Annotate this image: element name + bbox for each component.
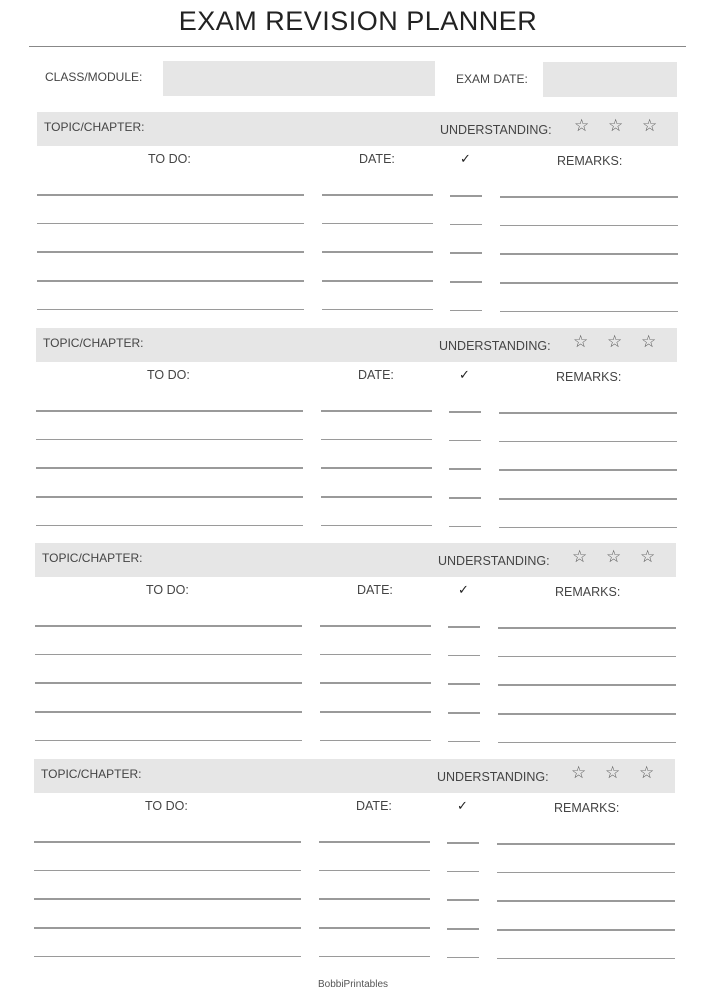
remarks-line[interactable]: [497, 929, 675, 931]
check-line[interactable]: [449, 440, 481, 442]
check-line[interactable]: [447, 928, 479, 930]
remarks-column-header: REMARKS:: [555, 585, 621, 599]
date-line[interactable]: [319, 898, 430, 900]
todo-column-header: TO DO:: [146, 583, 189, 597]
checkmark-icon: ✓: [457, 799, 468, 814]
star-rating-icon[interactable]: ☆: [642, 116, 658, 136]
remarks-line[interactable]: [500, 225, 678, 227]
check-line[interactable]: [450, 252, 482, 254]
todo-line[interactable]: [37, 223, 304, 225]
date-line[interactable]: [321, 410, 432, 412]
remarks-line[interactable]: [500, 253, 678, 255]
topic-header: [34, 759, 675, 793]
star-rating-icon[interactable]: ☆: [571, 763, 587, 783]
todo-line[interactable]: [36, 496, 303, 498]
date-line[interactable]: [320, 625, 431, 627]
check-line[interactable]: [449, 468, 481, 470]
todo-column-header: TO DO:: [148, 152, 191, 166]
date-column-header: DATE:: [357, 583, 393, 597]
todo-line[interactable]: [34, 898, 301, 900]
todo-line[interactable]: [36, 410, 303, 412]
class-module-label: CLASS/MODULE:: [45, 70, 143, 84]
check-line[interactable]: [450, 281, 482, 283]
date-line[interactable]: [319, 870, 430, 872]
remarks-line[interactable]: [497, 843, 675, 845]
todo-line[interactable]: [34, 870, 301, 872]
remarks-line[interactable]: [500, 196, 678, 198]
check-line[interactable]: [448, 626, 480, 628]
remarks-line[interactable]: [500, 282, 678, 284]
check-line[interactable]: [450, 224, 482, 226]
topic-header: [37, 112, 678, 146]
date-line[interactable]: [319, 841, 430, 843]
title-divider: [29, 46, 686, 47]
todo-line[interactable]: [36, 467, 303, 469]
date-line[interactable]: [321, 467, 432, 469]
date-line[interactable]: [321, 439, 432, 441]
remarks-line[interactable]: [499, 498, 677, 500]
date-column-header: DATE:: [358, 368, 394, 382]
check-line[interactable]: [448, 712, 480, 714]
date-line[interactable]: [322, 194, 433, 196]
date-column-header: DATE:: [359, 152, 395, 166]
todo-line[interactable]: [35, 682, 302, 684]
star-rating-icon[interactable]: ☆: [574, 116, 590, 136]
star-rating-icon[interactable]: ☆: [573, 332, 589, 352]
check-line[interactable]: [447, 957, 479, 959]
remarks-line[interactable]: [499, 469, 677, 471]
exam-date-field[interactable]: [543, 62, 677, 97]
class-module-field[interactable]: [163, 61, 435, 96]
remarks-line[interactable]: [499, 527, 677, 529]
exam-date-label: EXAM DATE:: [456, 72, 528, 86]
todo-line[interactable]: [37, 194, 304, 196]
remarks-column-header: REMARKS:: [557, 154, 623, 168]
remarks-column-header: REMARKS:: [554, 801, 620, 815]
date-line[interactable]: [320, 740, 431, 742]
remarks-line[interactable]: [498, 656, 676, 658]
date-line[interactable]: [320, 654, 431, 656]
remarks-line[interactable]: [498, 684, 676, 686]
understanding-label: UNDERSTANDING:: [440, 123, 552, 137]
topic-chapter-label: TOPIC/CHAPTER:: [43, 336, 144, 350]
todo-line[interactable]: [35, 711, 302, 713]
date-line[interactable]: [321, 525, 432, 527]
star-rating-icon[interactable]: ☆: [607, 332, 623, 352]
check-line[interactable]: [449, 411, 481, 413]
date-line[interactable]: [322, 251, 433, 253]
topic-header: [35, 543, 676, 577]
checkmark-icon: ✓: [459, 368, 470, 383]
page-title: EXAM REVISION PLANNER: [178, 6, 538, 36]
remarks-line[interactable]: [498, 713, 676, 715]
check-line[interactable]: [448, 741, 480, 743]
check-line[interactable]: [450, 310, 482, 312]
remarks-line[interactable]: [498, 742, 676, 744]
footer-brand: BobbiPrintables: [317, 979, 389, 990]
understanding-label: UNDERSTANDING:: [439, 339, 551, 353]
remarks-line[interactable]: [499, 412, 677, 414]
date-line[interactable]: [319, 927, 430, 929]
todo-line[interactable]: [34, 927, 301, 929]
remarks-line[interactable]: [500, 311, 678, 313]
todo-line[interactable]: [35, 625, 302, 627]
todo-line[interactable]: [37, 309, 304, 311]
check-line[interactable]: [448, 655, 480, 657]
date-line[interactable]: [322, 223, 433, 225]
topic-chapter-label: TOPIC/CHAPTER:: [41, 767, 142, 781]
topic-chapter-label: TOPIC/CHAPTER:: [42, 551, 143, 565]
todo-line[interactable]: [35, 740, 302, 742]
check-line[interactable]: [447, 899, 479, 901]
todo-column-header: TO DO:: [145, 799, 188, 813]
date-line[interactable]: [320, 711, 431, 713]
date-line[interactable]: [322, 280, 433, 282]
understanding-label: UNDERSTANDING:: [438, 554, 550, 568]
todo-line[interactable]: [36, 439, 303, 441]
star-rating-icon[interactable]: ☆: [605, 763, 621, 783]
star-rating-icon[interactable]: ☆: [640, 547, 656, 567]
date-line[interactable]: [320, 682, 431, 684]
star-rating-icon[interactable]: ☆: [608, 116, 624, 136]
revision-section-4: [34, 759, 675, 964]
remarks-line[interactable]: [498, 627, 676, 629]
check-line[interactable]: [450, 195, 482, 197]
remarks-line[interactable]: [497, 872, 675, 874]
checkmark-icon: ✓: [458, 583, 469, 598]
checkmark-icon: ✓: [460, 152, 471, 167]
star-rating-icon[interactable]: ☆: [606, 547, 622, 567]
understanding-label: UNDERSTANDING:: [437, 770, 549, 784]
revision-section-2: [36, 328, 677, 533]
check-line[interactable]: [449, 497, 481, 499]
todo-column-header: TO DO:: [147, 368, 190, 382]
remarks-line[interactable]: [499, 441, 677, 443]
star-rating-icon[interactable]: ☆: [641, 332, 657, 352]
topic-header: [36, 328, 677, 362]
date-line[interactable]: [319, 956, 430, 958]
class-info-row: [45, 62, 677, 96]
star-rating-icon[interactable]: ☆: [572, 547, 588, 567]
star-rating-icon[interactable]: ☆: [639, 763, 655, 783]
todo-line[interactable]: [37, 251, 304, 253]
todo-line[interactable]: [37, 280, 304, 282]
date-line[interactable]: [322, 309, 433, 311]
check-line[interactable]: [447, 842, 479, 844]
todo-line[interactable]: [36, 525, 303, 527]
date-column-header: DATE:: [356, 799, 392, 813]
remarks-line[interactable]: [497, 900, 675, 902]
topic-chapter-label: TOPIC/CHAPTER:: [44, 120, 145, 134]
remarks-line[interactable]: [497, 958, 675, 960]
check-line[interactable]: [449, 526, 481, 528]
revision-section-1: [37, 112, 678, 317]
revision-section-3: [35, 543, 676, 748]
check-line[interactable]: [447, 871, 479, 873]
date-line[interactable]: [321, 496, 432, 498]
todo-line[interactable]: [34, 956, 301, 958]
todo-line[interactable]: [34, 841, 301, 843]
check-line[interactable]: [448, 683, 480, 685]
remarks-column-header: REMARKS:: [556, 370, 622, 384]
todo-line[interactable]: [35, 654, 302, 656]
